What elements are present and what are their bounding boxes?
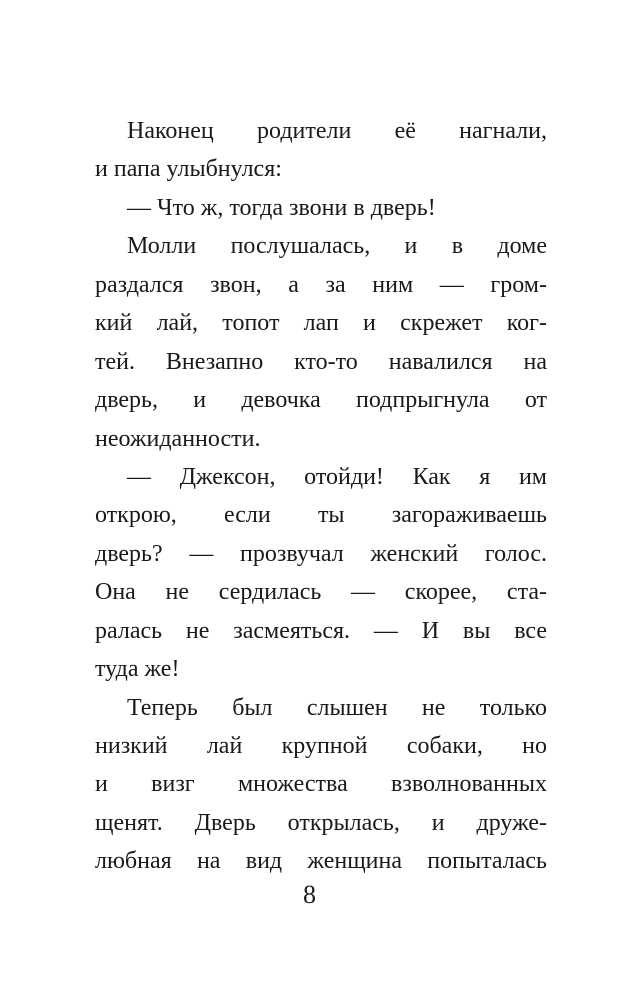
text-line: щенят. Дверь открылась, и друже-	[95, 809, 547, 836]
text-line: неожиданности.	[95, 425, 261, 452]
text-line: Наконец родители её нагнали,	[127, 118, 547, 144]
text-line: и папа улыбнулся:	[95, 156, 282, 183]
text-line: дверь? — прозвучал женский голос.	[95, 540, 547, 567]
text-line: любная на вид женщина попыталась	[95, 848, 547, 875]
text-line: дверь, и девочка подпрыгнула от	[95, 387, 547, 414]
text-line: низкий лай крупной собаки, но	[95, 733, 547, 759]
text-line: туда же!	[95, 656, 180, 683]
text-line: Молли послушалась, и в доме	[127, 233, 547, 260]
text-line: и визг множества взволнованных	[95, 771, 547, 798]
text-line: кий лай, топот лап и скрежет ког-	[95, 310, 547, 337]
text-line: ралась не засмеяться. — И вы все	[95, 617, 547, 644]
text-line: открою, если ты загораживаешь	[95, 502, 547, 529]
text-line: тей. Внезапно кто-то навалился на	[95, 348, 547, 375]
text-line: — Джексон, отойди! Как я им	[127, 463, 547, 490]
body-text	[95, 112, 547, 881]
text-line: раздался звон, а за ним — гром-	[95, 271, 547, 298]
text-line: Теперь был слышен не только	[127, 694, 547, 721]
text-line: — Что ж, тогда звони в дверь!	[127, 194, 436, 221]
page-number: 8	[303, 880, 316, 909]
text-line: Она не сердилась — скорее, ста-	[95, 579, 547, 606]
